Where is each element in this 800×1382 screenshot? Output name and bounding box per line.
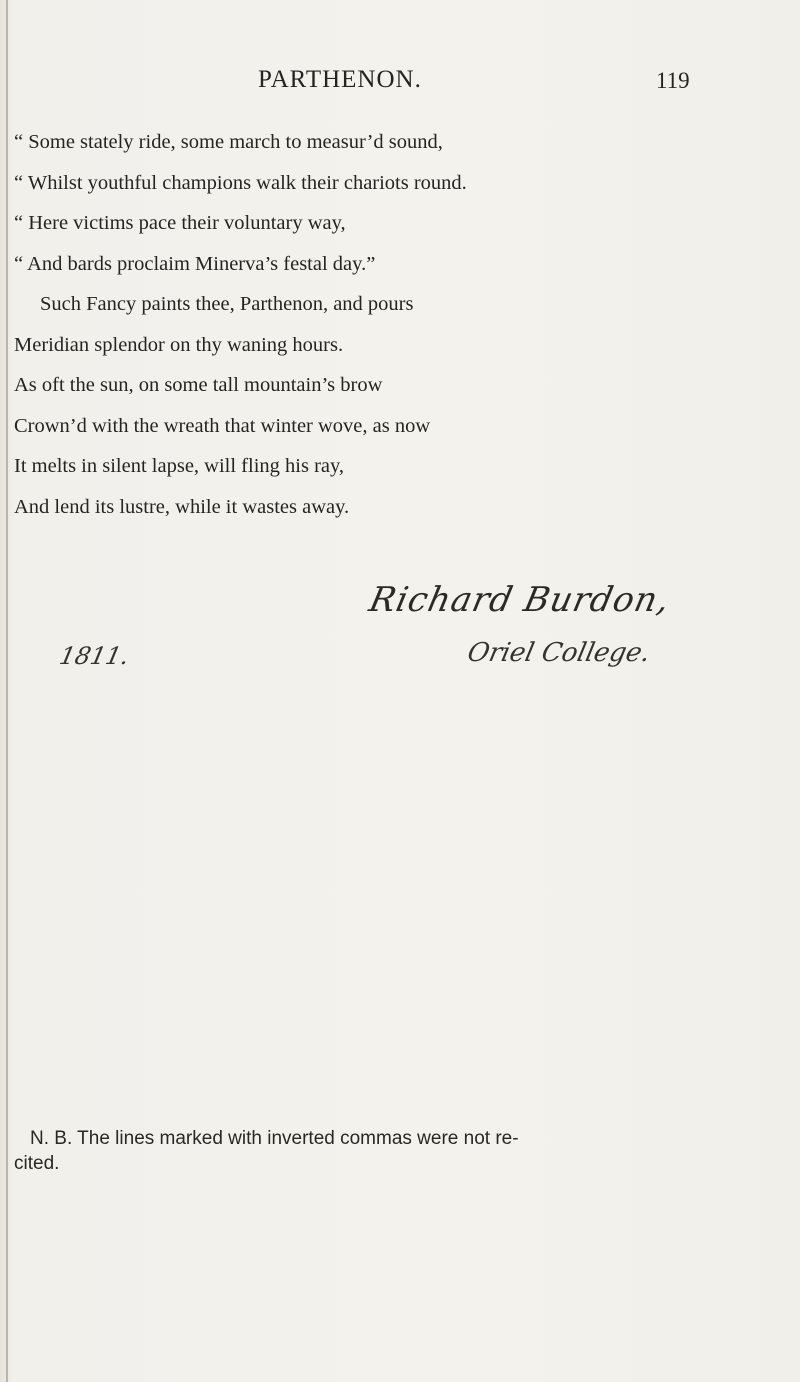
signature-year: 1811. <box>57 642 132 670</box>
page-binding-edge <box>6 0 8 1382</box>
footnote <box>14 1126 754 1176</box>
running-title: PARTHENON. <box>258 66 422 93</box>
verse-line: Such Fancy paints thee, Parthenon, and pours <box>40 293 414 315</box>
verse-line: “ Some stately ride, some march to measur’d sound, <box>14 131 443 153</box>
poem-text <box>14 122 774 527</box>
verse-line: And lend its lustre, while it wastes away. <box>14 495 350 518</box>
page-header <box>0 66 800 106</box>
verse-line: Crown’d with the wreath that winter wove, as now <box>14 414 431 437</box>
footnote-line: cited. <box>14 1153 60 1174</box>
signature-name: Richard Burdon, <box>365 580 674 620</box>
signature-college: Oriel College. <box>464 638 654 668</box>
verse-line: Meridian splendor on thy waning hours. <box>14 333 344 356</box>
verse-line: “ Whilst youthful champions walk their chariots round. <box>14 171 467 194</box>
verse-line: As oft the sun, on some tall mountain’s brow <box>14 374 383 396</box>
page-number: 119 <box>656 68 690 93</box>
verse-line: “ Here victims pace their voluntary way, <box>14 212 346 234</box>
footnote-line: N. B. The lines marked with inverted commas were not re- <box>30 1128 519 1149</box>
verse-line: “ And bards proclaim Minerva’s festal day.” <box>14 252 376 275</box>
verse-line: It melts in silent lapse, will fling his ray, <box>14 455 345 477</box>
